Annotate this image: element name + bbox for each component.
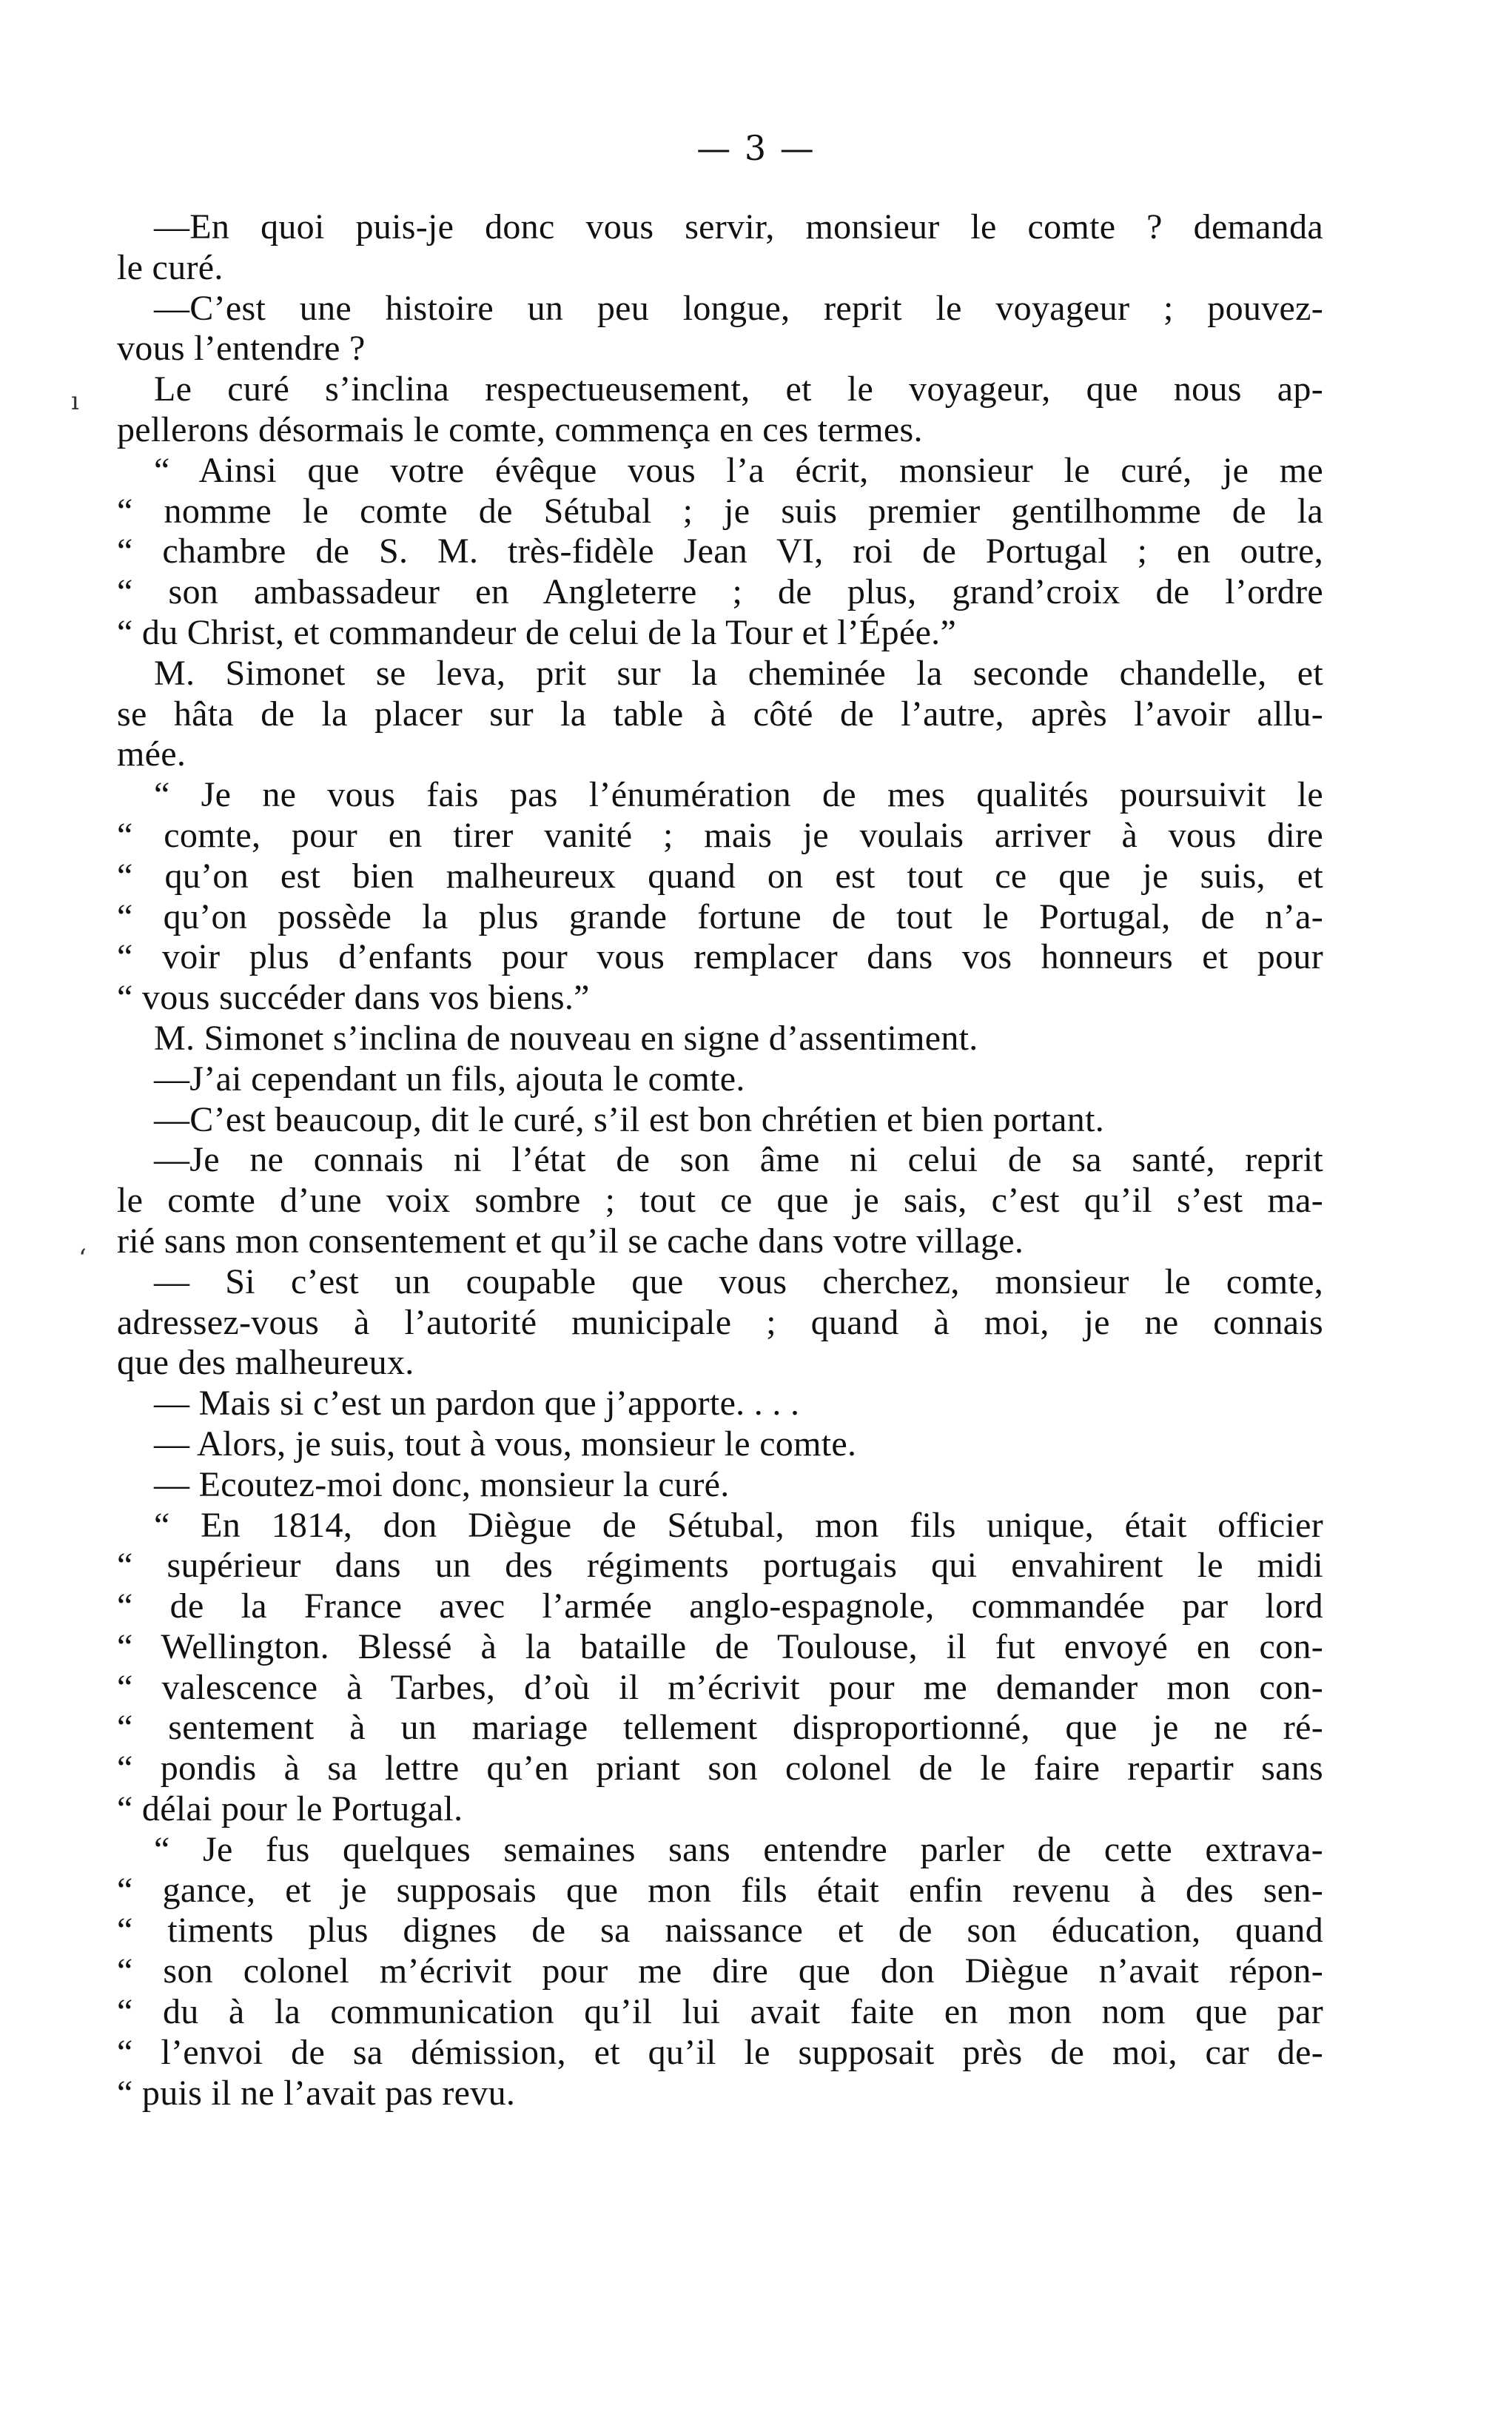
text-line: —C’est une histoire un peu longue, reprit le voyageur ; pouvez- xyxy=(154,288,1323,328)
text-line: “ sentement à un mariage tellement disproportionné, que je ne ré- xyxy=(117,1708,1323,1748)
text-line: rié sans mon consentement et qu’il se cache dans votre village. xyxy=(117,1221,1024,1261)
text-line: “ son colonel m’écrivit pour me dire que don Diègue n’avait répon- xyxy=(117,1951,1323,1991)
text-line: “ son ambassadeur en Angleterre ; de plus, grand’croix de l’ordre xyxy=(117,572,1323,612)
text-line: “ Je ne vous fais pas l’énumération de mes qualités poursuivit le xyxy=(154,775,1323,815)
text-line: “ nomme le comte de Sétubal ; je suis premier gentilhomme de la xyxy=(117,491,1323,531)
text-line: mée. xyxy=(117,734,187,774)
text-line: Le curé s’inclina respectueusement, et le voyageur, que nous ap- xyxy=(154,369,1323,409)
text-line: “ gance, et je supposais que mon fils était enfin revenu à des sen- xyxy=(117,1870,1323,1910)
text-line: “ vous succéder dans vos biens.” xyxy=(117,978,590,1018)
text-line: —En quoi puis-je donc vous servir, monsieur le comte ? demanda xyxy=(154,207,1323,247)
text-line: se hâta de la placer sur la table à côté de l’autre, après l’avoir allu- xyxy=(117,694,1323,734)
text-line: “ du Christ, et commandeur de celui de la Tour et l’Épée.” xyxy=(117,612,957,652)
text-line: “ Ainsi que votre évêque vous l’a écrit, monsieur le curé, je me xyxy=(154,450,1323,490)
text-line: “ du à la communication qu’il lui avait faite en mon nom que par xyxy=(117,1992,1323,2032)
text-line: “ qu’on est bien malheureux quand on est tout ce que je suis, et xyxy=(117,856,1323,896)
text-line: vous l’entendre ? xyxy=(117,329,366,369)
text-line: —C’est beaucoup, dit le curé, s’il est bon chrétien et bien portant. xyxy=(154,1099,1105,1139)
text-line: — Ecoutez-moi donc, monsieur la curé. xyxy=(154,1464,730,1504)
text-line: que des malheureux. xyxy=(117,1343,414,1383)
text-line: le curé. xyxy=(117,247,224,287)
text-line: —Je ne connais ni l’état de son âme ni celui de sa santé, reprit xyxy=(154,1140,1323,1180)
text-line: “ voir plus d’enfants pour vous remplacer dans vos honneurs et pour xyxy=(117,937,1323,977)
text-line: M. Simonet se leva, prit sur la cheminée la seconde chandelle, et xyxy=(154,653,1323,693)
text-line: —J’ai cependant un fils, ajouta le comte. xyxy=(154,1059,745,1099)
page-number: — 3 — xyxy=(696,128,816,168)
text-line: “ chambre de S. M. très-fidèle Jean VI, roi de Portugal ; en outre, xyxy=(117,532,1323,571)
margin-mark: ʻ xyxy=(78,1244,87,1273)
text-line: “ puis il ne l’avait pas revu. xyxy=(117,2073,516,2113)
text-line: M. Simonet s’inclina de nouveau en signe d’assentiment. xyxy=(154,1018,978,1058)
text-line: adressez-vous à l’autorité municipale ; quand à moi, je ne connais xyxy=(117,1302,1323,1342)
text-line: “ timents plus dignes de sa naissance et de son éducation, quand xyxy=(117,1911,1323,1951)
margin-mark: ı xyxy=(71,386,79,416)
text-line: “ qu’on possède la plus grande fortune de tout le Portugal, de n’a- xyxy=(117,896,1323,936)
text-line: pellerons désormais le comte, commença en ces termes. xyxy=(117,409,923,449)
body-text xyxy=(117,207,1323,2113)
text-line: “ comte, pour en tirer vanité ; mais je voulais arriver à vous dire xyxy=(117,815,1323,855)
text-line: “ de la France avec l’armée anglo-espagnole, commandée par lord xyxy=(117,1586,1323,1626)
text-line: “ supérieur dans un des régiments portugais qui envahirent le midi xyxy=(117,1546,1323,1586)
text-line: “ pondis à sa lettre qu’en priant son colonel de le faire repartir sans xyxy=(117,1749,1323,1789)
text-line: “ délai pour le Portugal. xyxy=(117,1789,463,1829)
text-line: “ l’envoi de sa démission, et qu’il le supposait près de moi, car de- xyxy=(117,2032,1323,2072)
text-line: “ Wellington. Blessé à la bataille de Toulouse, il fut envoyé en con- xyxy=(117,1626,1323,1666)
text-line: — Si c’est un coupable que vous cherchez, monsieur le comte, xyxy=(154,1261,1323,1301)
text-line: le comte d’une voix sombre ; tout ce que je sais, c’est qu’il s’est ma- xyxy=(117,1181,1323,1221)
text-line: “ Je fus quelques semaines sans entendre parler de cette extrava- xyxy=(154,1829,1323,1869)
text-line: — Alors, je suis, tout à vous, monsieur le comte. xyxy=(154,1424,857,1464)
text-line: “ En 1814, don Diègue de Sétubal, mon fils unique, était officier xyxy=(154,1505,1323,1545)
text-line: “ valescence à Tarbes, d’où il m’écrivit pour me demander mon con- xyxy=(117,1667,1323,1707)
text-line: — Mais si c’est un pardon que j’apporte. . . . xyxy=(154,1384,800,1424)
